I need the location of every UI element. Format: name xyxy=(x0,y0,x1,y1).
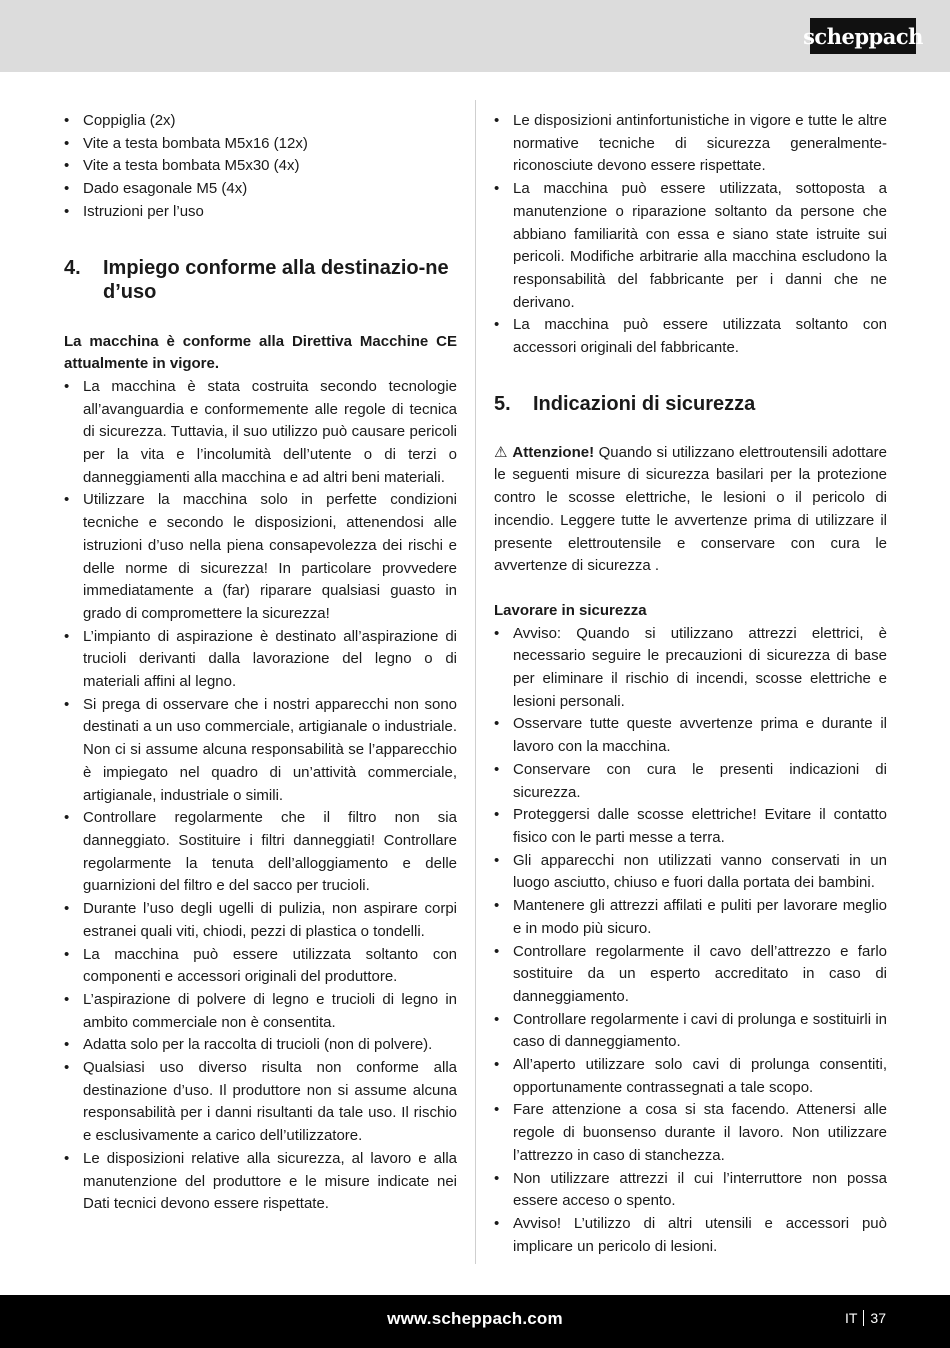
list-item: • Controllare regolarmente i cavi di prolunga e sostituirli in caso di danneggiamento. xyxy=(494,1009,887,1054)
list-item: • Fare attenzione a cosa si sta facendo. Attenersi alle regole di buonsenso durante il lavoro. Non utilizzare l’attrezzo in caso di stanchezza. xyxy=(494,1099,887,1167)
list-item: • La macchina può essere utilizzata soltanto con accessori originali del fabbricante. xyxy=(494,314,887,359)
warning-text: Quando si utilizzano elettroutensili adottare le seguenti misure di sicurezza basilari per la protezione contro le scosse elettriche, le lesioni o il pericolo di incendio. Leggere tutte le avvertenze prima di utilizzare il presente elettroutensile e conservare con cura le avvertenze di sicurezza . xyxy=(494,443,888,575)
list-item: • Vite a testa bombata M5x16 (12x) xyxy=(64,133,457,156)
column-divider xyxy=(475,100,476,1264)
warning-triangle-icon: ⚠ xyxy=(494,443,508,461)
list-item: • Controllare regolarmente il cavo dell’attrezzo e farlo sostituire da un esperto accreditato in caso di danneggiamento. xyxy=(494,941,887,1009)
section-number: 5. xyxy=(494,392,511,415)
footer-bar xyxy=(0,1295,950,1348)
page-number: 37 xyxy=(870,1310,886,1326)
subheading: Lavorare in sicurezza xyxy=(494,601,647,619)
list-item: • La macchina può essere utilizzata, sottoposta a manutenzione o riparazione soltanto da persone che abbiano familiarità con essa e siano state istruite sui pericoli. Modifiche arbitrarie alla macchina escludono la responsabilità del fabbricante per i danni che ne derivano. xyxy=(494,178,887,314)
page-indicator xyxy=(845,1310,886,1326)
brand-logo xyxy=(803,18,923,54)
list-item: • Conservare con cura le presenti indicazioni di sicurezza. xyxy=(494,759,887,804)
footer-url[interactable]: www.scheppach.com xyxy=(387,1309,563,1328)
right-column xyxy=(494,110,887,1258)
section-number: 4. xyxy=(64,256,81,279)
warning-paragraph xyxy=(494,442,887,578)
list-item: • Mantenere gli attrezzi affilati e puliti per lavorare meglio e in modo più sicuro. xyxy=(494,895,887,940)
list-item: • Avviso: Quando si utilizzano attrezzi elettrici, è necessario seguire le precauzioni di sicurezza di base per eliminare il rischio di incendi, scosse elettriche e lesioni personali. xyxy=(494,623,887,714)
list-item: • Istruzioni per l’uso xyxy=(64,201,457,224)
list-item: • Le disposizioni antinfortunistiche in vigore e tutte le altre normative tecniche di sicurezza generalmente-riconosciute devono essere rispettate. xyxy=(494,110,887,178)
section-4-heading xyxy=(64,256,457,304)
regulations-list xyxy=(494,110,887,360)
safety-list xyxy=(494,623,887,1259)
list-item: • Gli apparecchi non utilizzati vanno conservati in un luogo asciutto, chiuso e fuori dalla portata dei bambini. xyxy=(494,850,887,895)
list-item: • Controllare regolarmente che il filtro non sia danneggiato. Sostituire i filtri danneggiati! Controllare regolarmente la tenuta dell’alloggiamento e delle guarnizioni del filtro e del sacco per trucioli. xyxy=(64,807,457,898)
warning-label: Attenzione! xyxy=(512,443,595,461)
list-item: • Vite a testa bombata M5x30 (4x) xyxy=(64,155,457,178)
list-item: • Osservare tutte queste avvertenze prima e durante il lavoro con la macchina. xyxy=(494,713,887,758)
section-5-heading xyxy=(494,392,887,416)
list-item: • Avviso! L’utilizzo di altri utensili e accessori può implicare un pericolo di lesioni. xyxy=(494,1213,887,1258)
list-item: • Dado esagonale M5 (4x) xyxy=(64,178,457,201)
list-item: • Non utilizzare attrezzi il cui l’interruttore non possa essere acceso o spento. xyxy=(494,1168,887,1213)
section-4-list xyxy=(64,376,457,1216)
list-item: • All’aperto utilizzare solo cavi di prolunga consentiti, opportunamente contrassegnati a tale scopo. xyxy=(494,1054,887,1099)
list-item: • L’impianto di aspirazione è destinato all’aspirazione di trucioli derivanti dalla lavorazione del legno o di materiali affini al legno. xyxy=(64,626,457,694)
list-item: • Adatta solo per la raccolta di trucioli (non di polvere). xyxy=(64,1034,457,1057)
separator xyxy=(863,1310,864,1326)
language-code: IT xyxy=(844,1310,858,1326)
delivery-list xyxy=(64,110,457,224)
brand-logo-text: scheppach xyxy=(803,23,923,49)
section-title: Indicazioni di sicurezza xyxy=(533,392,756,415)
list-item: • Le disposizioni relative alla sicurezza, al lavoro e alla manutenzione del produttore e le misure indicate nei Dati tecnici devono essere rispettate. xyxy=(64,1148,457,1216)
list-item: • Durante l’uso degli ugelli di pulizia, non aspirare corpi estranei quali viti, chiodi, pezzi di plastica o tondelli. xyxy=(64,898,457,943)
left-column xyxy=(64,110,457,1216)
section-title: Impiego conforme alla destinazio-ne d’uso xyxy=(103,256,449,303)
list-item: • Qualsiasi uso diverso risulta non conforme alla destinazione d’uso. Il produttore non si assume alcuna responsabilità per i danni risultanti da tale uso. Il rischio e esclusivamente a carico dell’utilizzatore. xyxy=(64,1057,457,1148)
list-item: • L’aspirazione di polvere di legno e trucioli di legno in ambito commerciale non è consentita. xyxy=(64,989,457,1034)
list-item: • Proteggersi dalle scosse elettriche! Evitare il contatto fisico con le parti messe a terra. xyxy=(494,804,887,849)
list-item: • Utilizzare la macchina solo in perfette condizioni tecniche e secondo le disposizioni, attenendosi alle istruzioni d’uso nella piena consapevolezza dei rischi e delle norme di sicurezza! In particolare provvedere immediatamente a (far) riparare qualsiasi guasto in grado di compromettere la sicurezza! xyxy=(64,489,457,625)
list-item: • La macchina è stata costruita secondo tecnologie all’avanguardia e conformemente alle regole di tecnica di sicurezza. Tuttavia, il suo utilizzo può causare pericoli per la vita e l’incolumità dell’utente o di terzi o danneggiamenti alla macchina e ad altri beni materiali. xyxy=(64,376,457,490)
list-item: • La macchina può essere utilizzata soltanto con componenti e accessori originali del produttore. xyxy=(64,944,457,989)
list-item: • Si prega di osservare che i nostri apparecchi non sono destinati a un uso commerciale, artigianale o industriale. Non ci si assume alcuna responsabilità se l’apparecchio è impiegato nel quadro di un’attività commerciale, artigianale, industriale o simili. xyxy=(64,694,457,808)
list-item: • Coppiglia (2x) xyxy=(64,110,457,133)
section-4-lead: La macchina è conforme alla Direttiva Macchine CE attualmente in vigore. xyxy=(64,332,457,373)
